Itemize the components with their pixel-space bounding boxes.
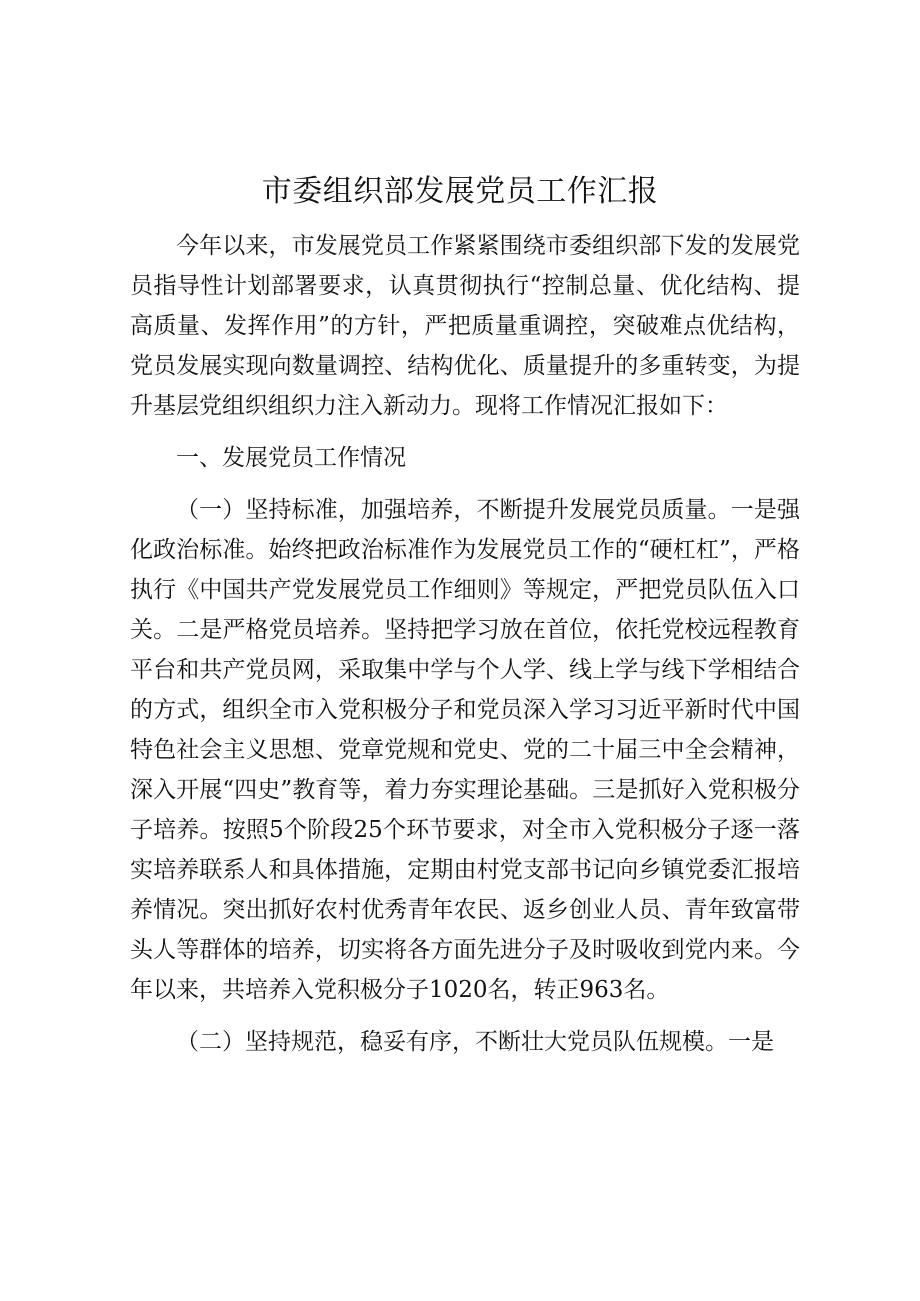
intro-paragraph: 今年以来，市发展党员工作紧紧围绕市委组织部下发的发展党员指导性计划部署要求，认真贯彻执行“控制总量、优化结构、提高质量、发挥作用”的方针，严把质量重调控，突破难点优结构，党员发展实现向数量调控、结构优化、质量提升的多重转变，为提升基层党组织组织力注入新动力。现将工作情况汇报如下： [130,233,800,419]
document-body [130,226,800,1062]
document-title: 市委组织部发展党员工作汇报 [261,174,659,209]
section-heading-1: 一、发展党员工作情况 [176,445,406,471]
paragraph-2: （二）坚持规范，稳妥有序，不断壮大党员队伍规模。一是 [176,1029,774,1055]
paragraph-1: （一）坚持标准，加强培养，不断提升发展党员质量。一是强化政治标准。始终把政治标准作为发展党员工作的“硬杠杠”，严格执行《中国共产党发展党员工作细则》等规定，严把党员队伍入口关。二是严格党员培养。坚持把学习放在首位，依托党校远程教育平台和共产党员网，采取集中学与个人学、线上学与线下学相结合的方式，组织全市入党积极分子和党员深入学习习近平新时代中国特色社会主义思想、党章党规和党史、党的二十届三中全会精神，深入开展“四史”教育等，着力夯实理论基础。三是抓好入党积极分子培养。按照5个阶段25个环节要求，对全市入党积极分子逐一落实培养联系人和具体措施，定期由村党支部书记向乡镇党委汇报培养情况。突出抓好农村优秀青年农民、返乡创业人员、青年致富带头人等群体的培养，切实将各方面先进分子及时吸收到党内来。今年以来，共培养入党积极分子1020名，转正963名。 [130,497,800,1003]
